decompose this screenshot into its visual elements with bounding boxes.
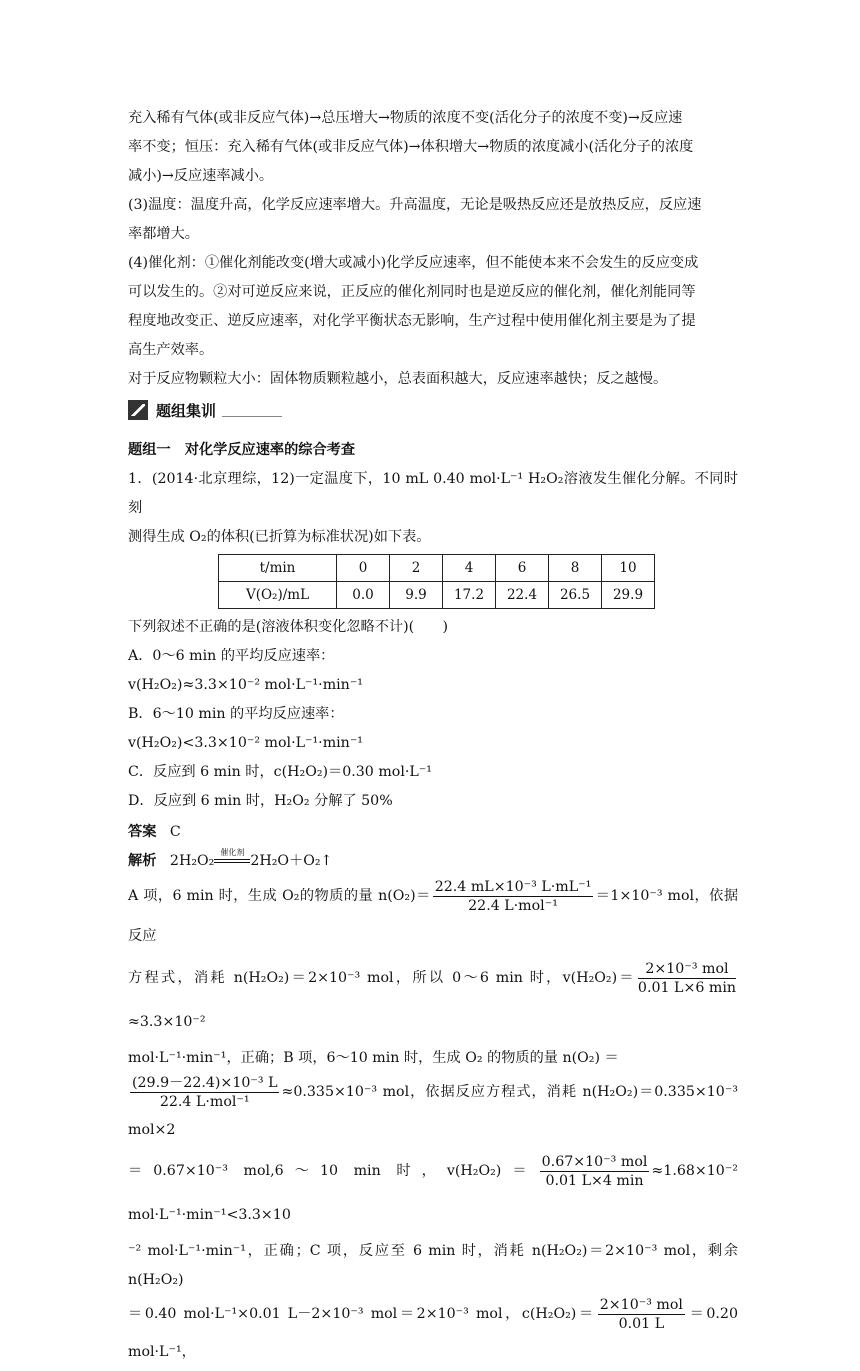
reaction-arrow: [214, 847, 250, 876]
analysis-line: [128, 1073, 738, 1149]
group-title: 题组一 对化学反应速率的综合考查: [128, 442, 356, 458]
option-c: C．反应到 6 min 时，c(H₂O₂)＝0.30 mol·L⁻¹: [128, 764, 432, 780]
table-cell: 6: [496, 555, 549, 582]
option-b-line: B．6～10 min 的平均反应速率：: [128, 706, 344, 722]
analysis-reaction-line: [128, 847, 738, 876]
table-cell: 0.0: [337, 582, 390, 609]
fraction-numerator: 2×10⁻³ mol: [638, 960, 736, 979]
option-a-value: v(H₂O₂)≈3.3×10⁻² mol·L⁻¹·min⁻¹: [128, 677, 363, 693]
section-underline: [222, 404, 282, 417]
analysis-text: ＝0.20 mol·L⁻¹，: [128, 1306, 738, 1360]
analysis-text: ≈0.335×10⁻³ mol，依据反应方程式，消耗 n(H₂O₂)＝0.335×10⁻³ mol×2: [128, 1084, 738, 1138]
table-cell: 9.9: [390, 582, 443, 609]
analysis-text: 方程式，消耗 n(H₂O₂)＝2×10⁻³ mol，所以 0～6 min 时，v(H₂O₂)＝: [128, 970, 636, 986]
answer-value: C: [169, 824, 181, 840]
catalyst-line: 可以发生的。②对可逆反应来说，正反应的催化剂同时也是逆反应的催化剂，催化剂能同等: [128, 284, 696, 300]
question-line: 1．(2014·北京理综，12)一定温度下，10 mL 0.40 mol·L⁻¹ H₂O₂溶液发生催化分解。不同时刻: [128, 471, 738, 516]
table-header-cell: V(O₂)/mL: [219, 582, 337, 609]
document-body: [128, 104, 738, 1371]
question-prompt: 下列叙述不正确的是(溶液体积变化忽略不计)( ): [128, 619, 449, 635]
reaction-left: 2H₂O₂: [169, 853, 215, 869]
analysis-text: ＝0.67×10⁻³ mol,6～10 min 时，v(H₂O₂)＝: [128, 1163, 538, 1179]
section-header: [128, 398, 738, 422]
table-cell: 29.9: [602, 582, 655, 609]
analysis-text: A 项，6 min 时，生成 O₂的物质的量 n(O₂)＝: [128, 888, 431, 904]
fraction-denominator: 22.4 L·mol⁻¹: [468, 897, 558, 914]
table-cell: 17.2: [443, 582, 496, 609]
option-a-line: A．0～6 min 的平均反应速率：: [128, 648, 335, 664]
temperature-line: (3)温度：温度升高，化学反应速率增大。升高温度，无论是吸热反应还是放热反应，反应速: [128, 197, 702, 213]
fraction-numerator: (29.9－22.4)×10⁻³ L: [132, 1074, 278, 1091]
intro-line: 减小)→反应速率减小。: [128, 168, 274, 184]
catalyst-line: 程度地改变正、逆反应速率，对化学平衡状态无影响，生产过程中使用催化剂主要是为了提: [128, 313, 696, 329]
analysis-line: [128, 1295, 738, 1371]
fraction: [540, 1153, 650, 1190]
table-header-cell: t/min: [219, 555, 337, 582]
fraction-numerator: 2×10⁻³ mol: [599, 1296, 683, 1313]
analysis-text: ＝0.40 mol·L⁻¹×0.01 L－2×10⁻³ mol＝2×10⁻³ mol，c(H₂O₂)＝: [128, 1306, 596, 1322]
option-d: D．反应到 6 min 时，H₂O₂ 分解了 50%: [128, 793, 393, 809]
table-cell: 4: [443, 555, 496, 582]
fraction-denominator: 22.4 L·mol⁻¹: [159, 1093, 250, 1110]
fraction-denominator: 0.01 L×6 min: [637, 979, 736, 996]
particle-size-line: 对于反应物颗粒大小：固体物质颗粒越小，总表面积越大，反应速率越快；反之越慢。: [128, 371, 668, 387]
analysis-line: [128, 1149, 738, 1237]
fraction-denominator: 0.01 L: [618, 1315, 665, 1332]
reaction-right: 2H₂O＋O₂↑: [250, 853, 333, 869]
temperature-line: 率都增大。: [128, 226, 199, 242]
catalyst-line: 高生产效率。: [128, 342, 214, 358]
catalyst-line: (4)催化剂：①催化剂能改变(增大或减小)化学反应速率，但不能使本来不会发生的反应变成: [128, 255, 699, 271]
option-b-value: v(H₂O₂)<3.3×10⁻² mol·L⁻¹·min⁻¹: [128, 735, 363, 751]
analysis-text: ＝1×10⁻³ mol，依据反应: [128, 888, 739, 944]
section-title: 题组集训: [156, 401, 217, 420]
table-cell: 26.5: [549, 582, 602, 609]
analysis-label: 解析: [128, 853, 157, 869]
fraction: [598, 1296, 685, 1333]
analysis-line: [128, 876, 738, 956]
question-line: 测得生成 O₂的体积(已折算为标准状况)如下表。: [128, 529, 431, 545]
analysis-line: mol·L⁻¹·min⁻¹，正确；B 项，6～10 min 时，生成 O₂ 的物质的量 n(O₂) ＝: [128, 1050, 619, 1066]
intro-line: 充入稀有气体(或非反应气体)→总压增大→物质的浓度不变(活化分子的浓度不变)→反应速: [128, 110, 683, 126]
table-cell: 8: [549, 555, 602, 582]
data-table: [218, 554, 655, 609]
fraction: [433, 878, 594, 915]
analysis-text: ≈1.68×10⁻² mol·L⁻¹·min⁻¹<3.3×10: [128, 1163, 738, 1223]
fraction-denominator: 0.01 L×4 min: [545, 1172, 644, 1189]
table-cell: 10: [602, 555, 655, 582]
table-cell: 22.4: [496, 582, 549, 609]
intro-line: 率不变；恒压：充入稀有气体(或非反应气体)→体积增大→物质的浓度减小(活化分子的浓度: [128, 139, 694, 155]
table-cell: 0: [337, 555, 390, 582]
section-marker-icon: [128, 400, 148, 420]
catalyst-label: 催化剂: [220, 848, 245, 857]
analysis-line: [128, 956, 738, 1044]
table-row: [219, 555, 655, 582]
fraction-numerator: 22.4 mL×10⁻³ L·mL⁻¹: [434, 878, 592, 895]
table-row: [219, 582, 655, 609]
fraction: [638, 960, 736, 997]
analysis-line: ⁻² mol·L⁻¹·min⁻¹，正确；C 项，反应至 6 min 时，消耗 n(H₂O₂)＝2×10⁻³ mol，剩余 n(H₂O₂): [128, 1243, 738, 1288]
fraction: [130, 1074, 279, 1111]
analysis-text: ≈3.3×10⁻²: [128, 1014, 206, 1030]
fraction-numerator: 0.67×10⁻³ mol: [541, 1153, 648, 1170]
answer-label: 答案: [128, 824, 157, 840]
table-cell: 2: [390, 555, 443, 582]
